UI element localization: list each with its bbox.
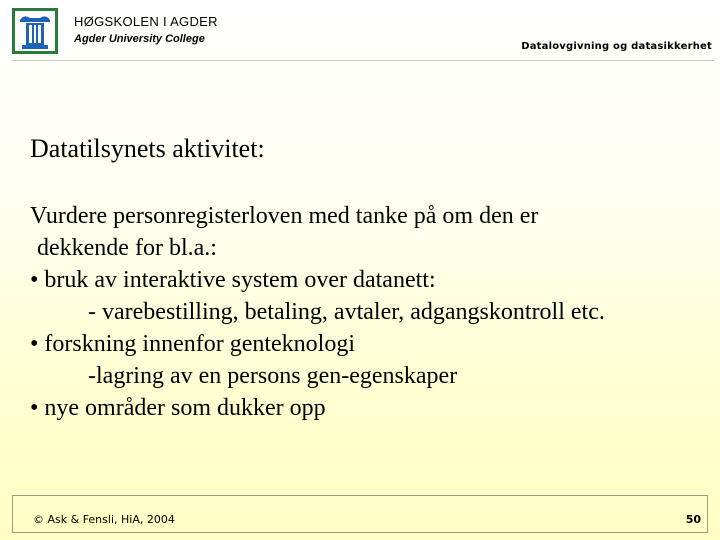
hia-column-logo-icon — [12, 8, 58, 54]
copyright-text: © Ask & Fensli, HiA, 2004 — [33, 513, 175, 526]
college-name: Agder University College — [74, 33, 205, 45]
slide-body — [30, 200, 605, 424]
header-divider — [12, 60, 714, 61]
slide-heading: Datatilsynets aktivitet: — [30, 134, 265, 163]
body-line: Vurdere personregisterloven med tanke på om den er — [30, 203, 539, 229]
bullet-item: • forskning innenfor genteknologi — [30, 331, 356, 357]
page-number: 50 — [685, 513, 701, 526]
body-line: dekkende for bl.a.: — [37, 235, 217, 261]
slide-footer — [12, 495, 708, 533]
course-title: Datalovgivning og datasikkerhet — [521, 41, 712, 52]
bullet-item: • bruk av interaktive system over datanett: — [30, 267, 436, 293]
school-name: HØGSKOLEN I AGDER — [74, 14, 218, 29]
bullet-item: • nye områder som dukker opp — [30, 395, 326, 421]
sub-item: -lagring av en persons gen-egenskaper — [88, 363, 458, 389]
sub-item: - varebestilling, betaling, avtaler, adgangskontroll etc. — [88, 299, 605, 325]
